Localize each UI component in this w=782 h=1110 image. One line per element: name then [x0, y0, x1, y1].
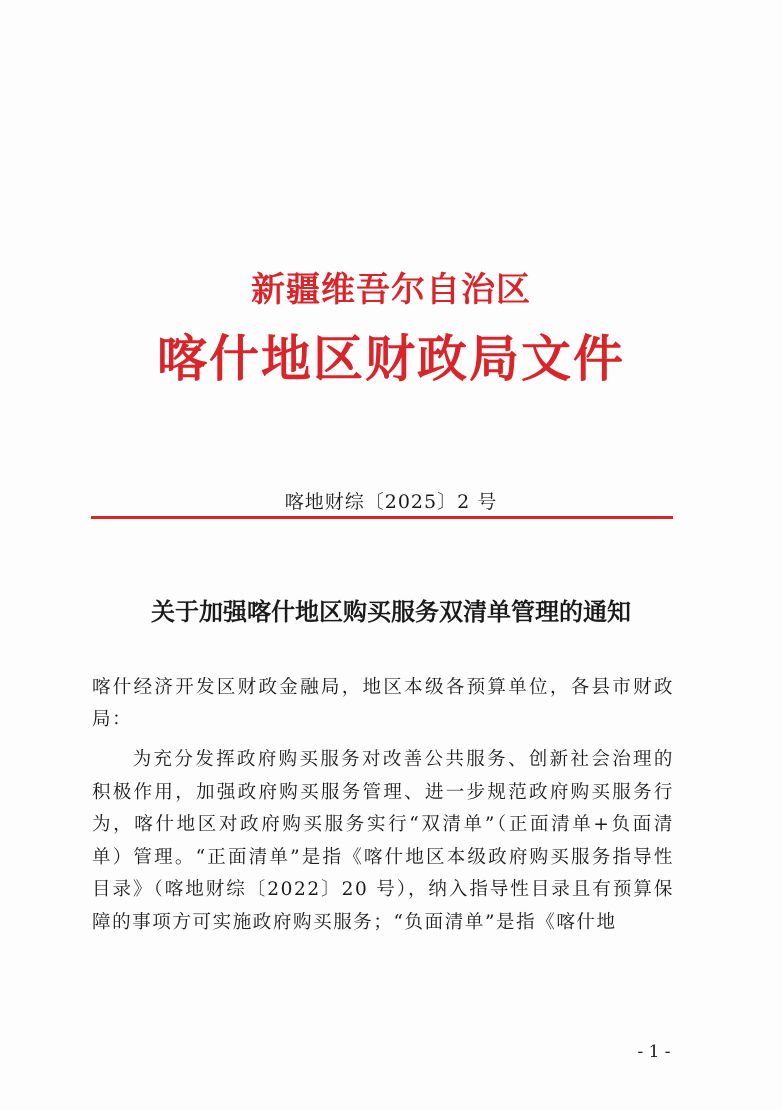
- addressee-line: 喀什经济开发区财政金融局，地区本级各预算单位，各县市财政局：: [92, 677, 674, 730]
- page-number: - 1 -: [637, 1042, 671, 1062]
- issuer-title: 喀什地区财政局文件: [157, 329, 625, 388]
- red-divider-line: [91, 516, 673, 519]
- notice-title: 关于加强喀什地区购买服务双清单管理的通知: [151, 597, 631, 626]
- region-heading: 新疆维吾尔自治区: [251, 270, 531, 310]
- body-paragraph: 为充分发挥政府购买服务对改善公共服务、创新社会治理的积极作用，加强政府购买服务管理、进一步规范政府购买服务行为，喀什地区对政府购买服务实行“双清单”（正面清单+负面清单）管理。“正面清单”是指《喀什地区本级政府购买服务指导性目录》（喀地财综〔2022〕20 号），纳入指导性目录且有预算保障的事项方可实施政府购买服务；“负面清单”是指《喀什地: [92, 749, 674, 933]
- document-number: 喀地财综〔2025〕2 号: [284, 491, 498, 513]
